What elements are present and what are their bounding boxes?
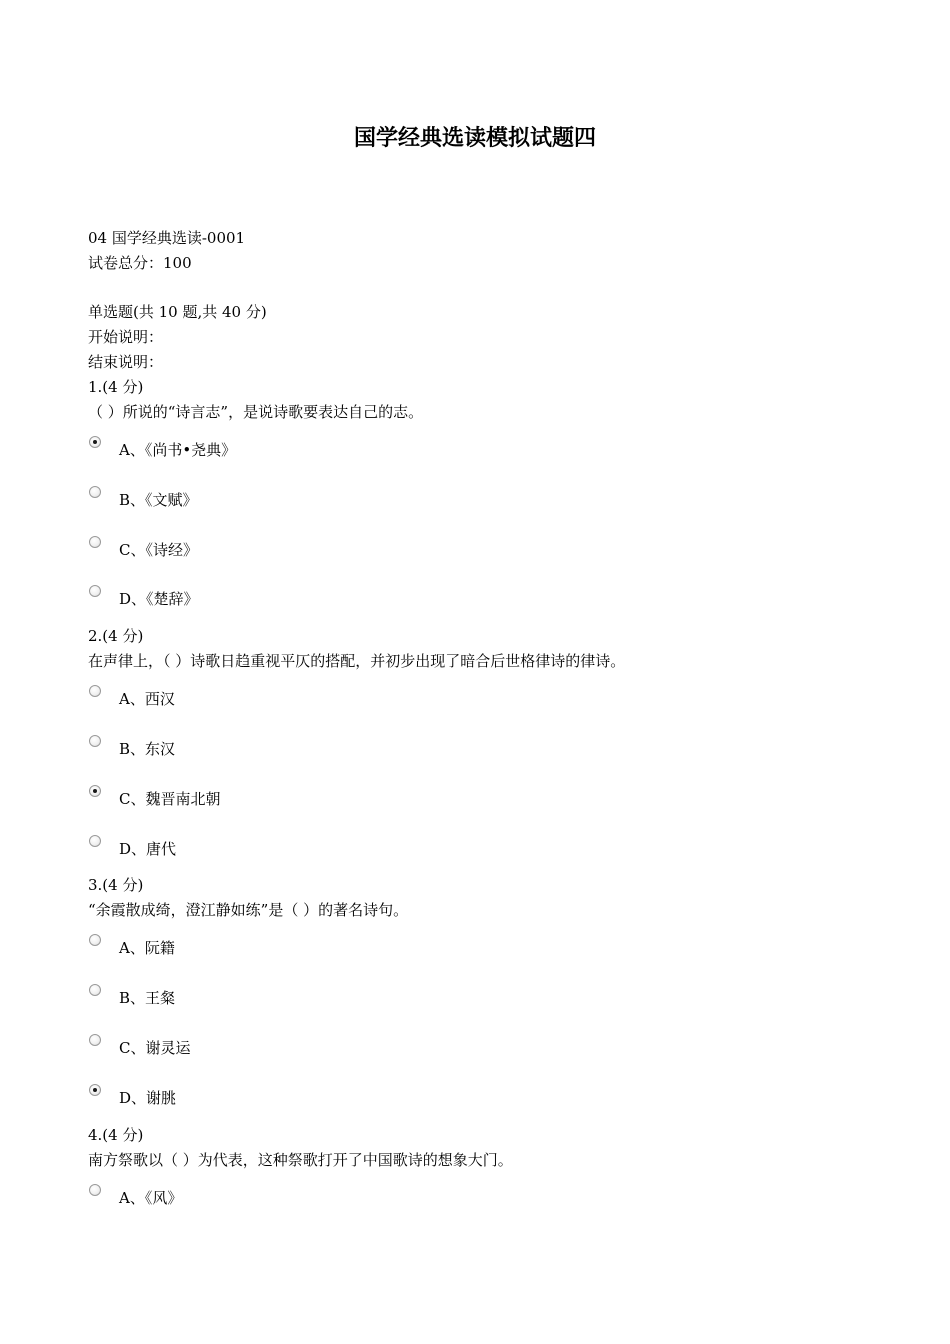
- exam-content: [88, 226, 888, 1222]
- option-label: A、《风》: [119, 1188, 183, 1207]
- radio-unselected-icon[interactable]: [89, 735, 101, 747]
- option-label: C、谢灵运: [119, 1038, 191, 1057]
- question-score: 1.(4 分): [88, 378, 144, 396]
- page-title: 国学经典选读模拟试题四: [353, 126, 596, 151]
- question-4: [88, 1123, 888, 1223]
- question-2: [88, 624, 888, 873]
- radio-unselected-icon[interactable]: [89, 685, 101, 697]
- answer-option[interactable]: [88, 1173, 888, 1223]
- option-label: D、谢朓: [119, 1088, 177, 1107]
- answer-option[interactable]: [88, 425, 888, 475]
- option-label: D、唐代: [119, 839, 177, 858]
- radio-unselected-icon[interactable]: [89, 984, 101, 996]
- start-note: 开始说明：: [88, 328, 164, 346]
- question-stem: 南方祭歌以（ ）为代表，这种祭歌打开了中国歌诗的想象大门。: [88, 1150, 513, 1169]
- question-score: 3.(4 分): [88, 876, 144, 895]
- answer-option[interactable]: [88, 674, 888, 724]
- option-label: C、《诗经》: [119, 540, 198, 559]
- option-label: B、王粲: [119, 989, 176, 1008]
- question-1: [88, 375, 888, 624]
- question-3: [88, 873, 888, 1122]
- exam-code: 04 国学经典选读-0001: [88, 229, 246, 247]
- answer-option[interactable]: [88, 574, 888, 624]
- radio-unselected-icon[interactable]: [89, 536, 101, 548]
- answer-option[interactable]: [88, 1073, 888, 1123]
- answer-option[interactable]: [88, 774, 888, 824]
- option-label: A、《尚书•尧典》: [119, 441, 237, 459]
- answer-option[interactable]: [88, 525, 888, 575]
- answer-option[interactable]: [88, 973, 888, 1023]
- radio-unselected-icon[interactable]: [89, 934, 101, 946]
- exam-total-score: 试卷总分：100: [88, 254, 192, 272]
- radio-unselected-icon[interactable]: [89, 835, 101, 847]
- answer-option[interactable]: [88, 824, 888, 874]
- radio-unselected-icon[interactable]: [89, 1184, 101, 1196]
- question-score: 4.(4 分): [88, 1125, 144, 1144]
- answer-option[interactable]: [88, 1023, 888, 1073]
- radio-selected-icon[interactable]: [89, 785, 101, 797]
- question-stem: （ ）所说的“诗言志”，是说诗歌要表达自己的志。: [88, 403, 424, 421]
- option-label: D、《楚辞》: [119, 590, 199, 609]
- question-list: [88, 375, 888, 1222]
- option-label: B、东汉: [119, 739, 176, 758]
- option-label: C、魏晋南北朝: [119, 789, 221, 808]
- option-label: B、《文赋》: [119, 490, 198, 509]
- radio-unselected-icon[interactable]: [89, 585, 101, 597]
- question-stem: “余霞散成绮，澄江静如练”是（ ）的著名诗句。: [88, 901, 409, 920]
- end-note: 结束说明：: [88, 353, 164, 371]
- radio-selected-icon[interactable]: [89, 1084, 101, 1096]
- section-heading: 单选题(共 10 题,共 40 分): [88, 303, 267, 321]
- answer-option[interactable]: [88, 475, 888, 525]
- answer-option[interactable]: [88, 724, 888, 774]
- radio-selected-icon[interactable]: [89, 436, 101, 448]
- answer-option[interactable]: [88, 923, 888, 973]
- option-label: A、西汉: [119, 690, 175, 709]
- question-stem: 在声律上，（ ）诗歌日趋重视平仄的搭配，并初步出现了暗合后世格律诗的律诗。: [88, 652, 626, 671]
- radio-unselected-icon[interactable]: [89, 486, 101, 498]
- question-score: 2.(4 分): [88, 627, 144, 646]
- radio-unselected-icon[interactable]: [89, 1034, 101, 1046]
- option-label: A、阮籍: [119, 939, 175, 958]
